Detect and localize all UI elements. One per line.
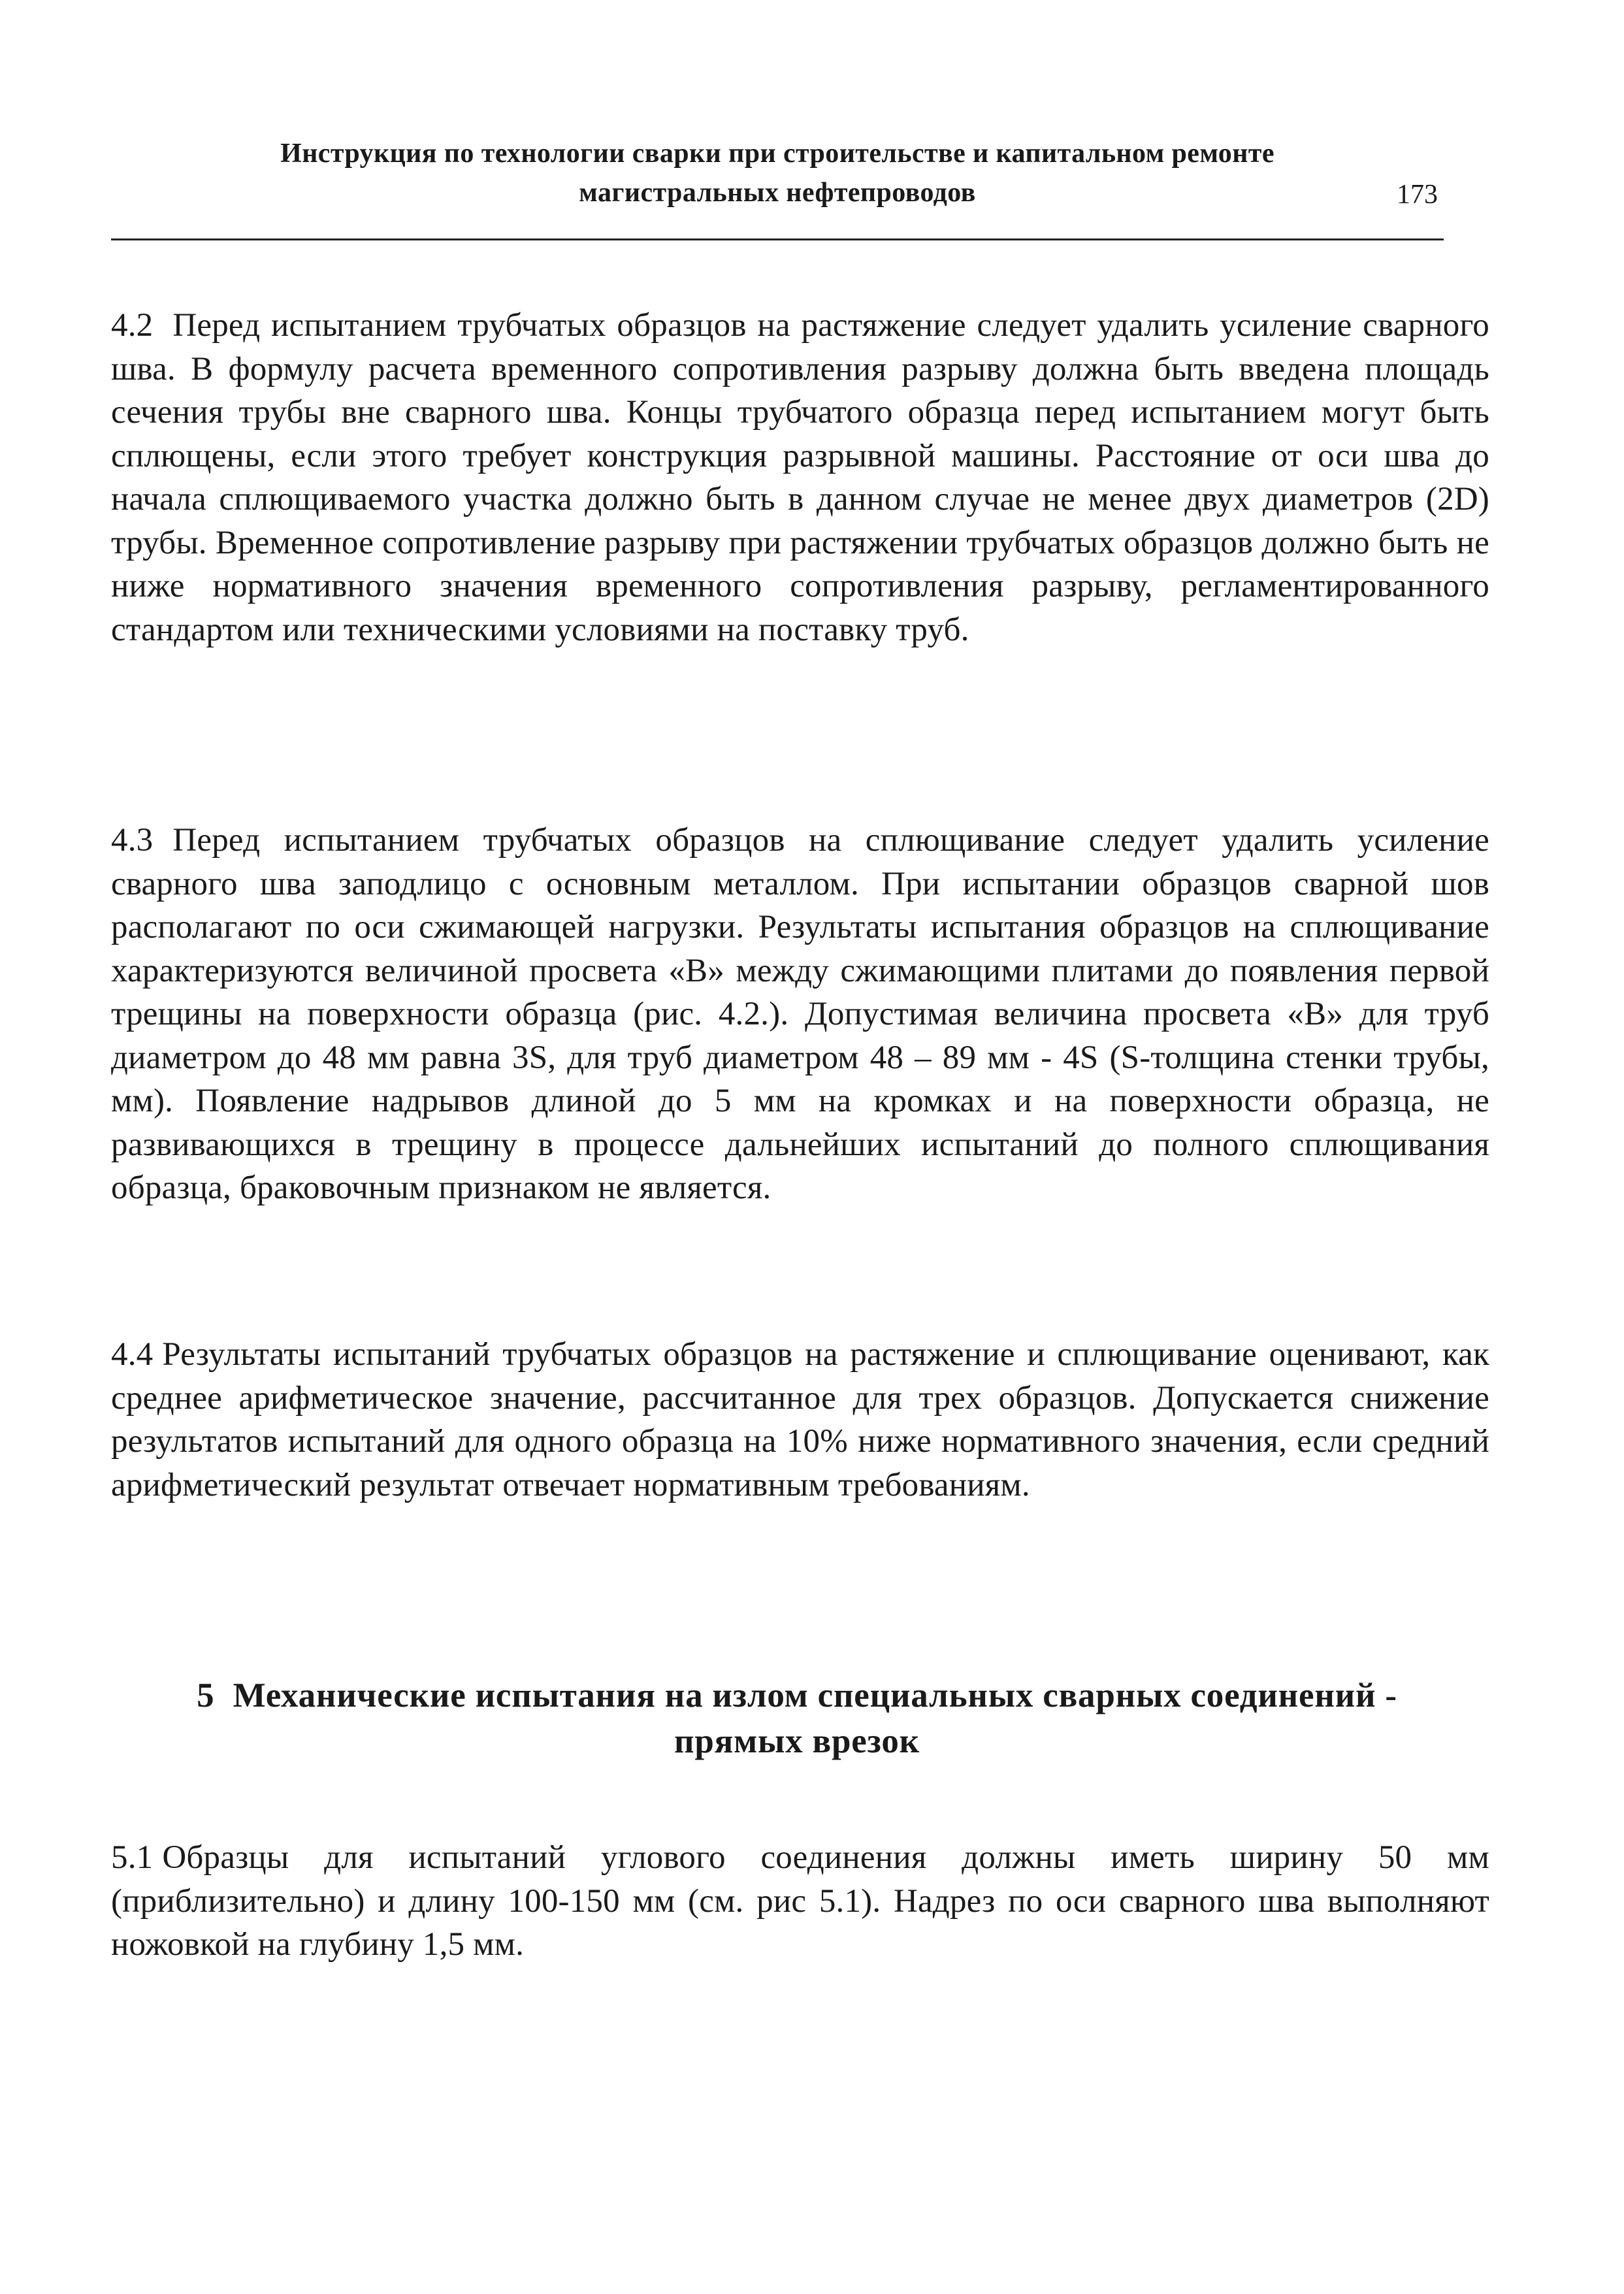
- paragraph-number: 5.1: [111, 1839, 154, 1876]
- paragraph-4-4: [111, 1333, 1489, 1507]
- paragraph-5-1: [111, 1836, 1489, 1967]
- paragraph-4-3: [111, 819, 1489, 1210]
- header-title-line-2: магистральных нефтепроводов: [579, 178, 976, 208]
- section-number: 5: [197, 1677, 215, 1714]
- running-header: [111, 134, 1444, 212]
- section-title-part-2: прямых врезок: [674, 1722, 920, 1760]
- section-heading-line-1: [131, 1673, 1463, 1718]
- paragraph-text: Перед испытанием трубчатых образцов на растяжение следует удалить усиление сварного шва. В формулу расчета временного сопротивления разрыву должна быть введена площадь сечения трубы вне сварного шва. Концы трубчатого образца перед испытанием могут быть сплющены, если этого требует конструкция разрывной машины. Расстояние от оси шва до начала сплющиваемого участка должно быть в данном случае не менее двух диаметров (2D) трубы. Временное сопротивление разрыву при растяжении трубчатых образцов должно быть не ниже нормативного значения временного сопротивления разрыву, регламентированного стандартом или техническими условиями на поставку труб.: [111, 307, 1489, 648]
- paragraph-text: Перед испытанием трубчатых образцов на сплющивание следует удалить усиление сварного шва заподлицо с основным металлом. При испытании образцов сварной шов располагают по оси сжимающей нагрузки. Результаты испытания образцов на сплющивание характеризуются величиной просвета «В» между сжимающими плитами до появления первой трещины на поверхности образца (рис. 4.2.). Допустимая величина просвета «В» для труб диаметром до 48 мм равна 3S, для труб диаметром 48 – 89 мм - 4S (S-толщина стенки трубы, мм). Появление надрывов длиной до 5 мм на кромках и на поверхности образца, не развивающихся в трещину в процессе дальнейших испытаний до полного сплющивания образца, браковочным признаком не является.: [111, 822, 1489, 1206]
- paragraph-4-2: [111, 304, 1489, 651]
- paragraph-number: 4.3: [111, 822, 154, 859]
- header-divider: [111, 238, 1444, 240]
- paragraph-number: 4.4: [111, 1336, 154, 1373]
- page-number: 173: [1397, 180, 1438, 210]
- section-title-part-1: Механические испытания на излом специальных сварных соединений -: [233, 1677, 1397, 1714]
- paragraph-text: Образцы для испытаний углового соединения должны иметь ширину 50 мм (приблизительно) и длину 100-150 мм (см. рис 5.1). Надрез по оси сварного шва выполняют ножовкой на глубину 1,5 мм.: [111, 1839, 1489, 1963]
- header-title-line-1: Инструкция по технологии сварки при строительстве и капитальном ремонте: [280, 139, 1275, 169]
- section-heading: [131, 1673, 1463, 1764]
- paragraph-text: Результаты испытаний трубчатых образцов на растяжение и сплющивание оценивают, как среднее арифметическое значение, рассчитанное для трех образцов. Допускается снижение результатов испытаний для одного образца на 10% ниже нормативного значения, если средний арифметический результат отвечает нормативным требованиям.: [111, 1336, 1489, 1503]
- paragraph-number: 4.2: [111, 307, 154, 344]
